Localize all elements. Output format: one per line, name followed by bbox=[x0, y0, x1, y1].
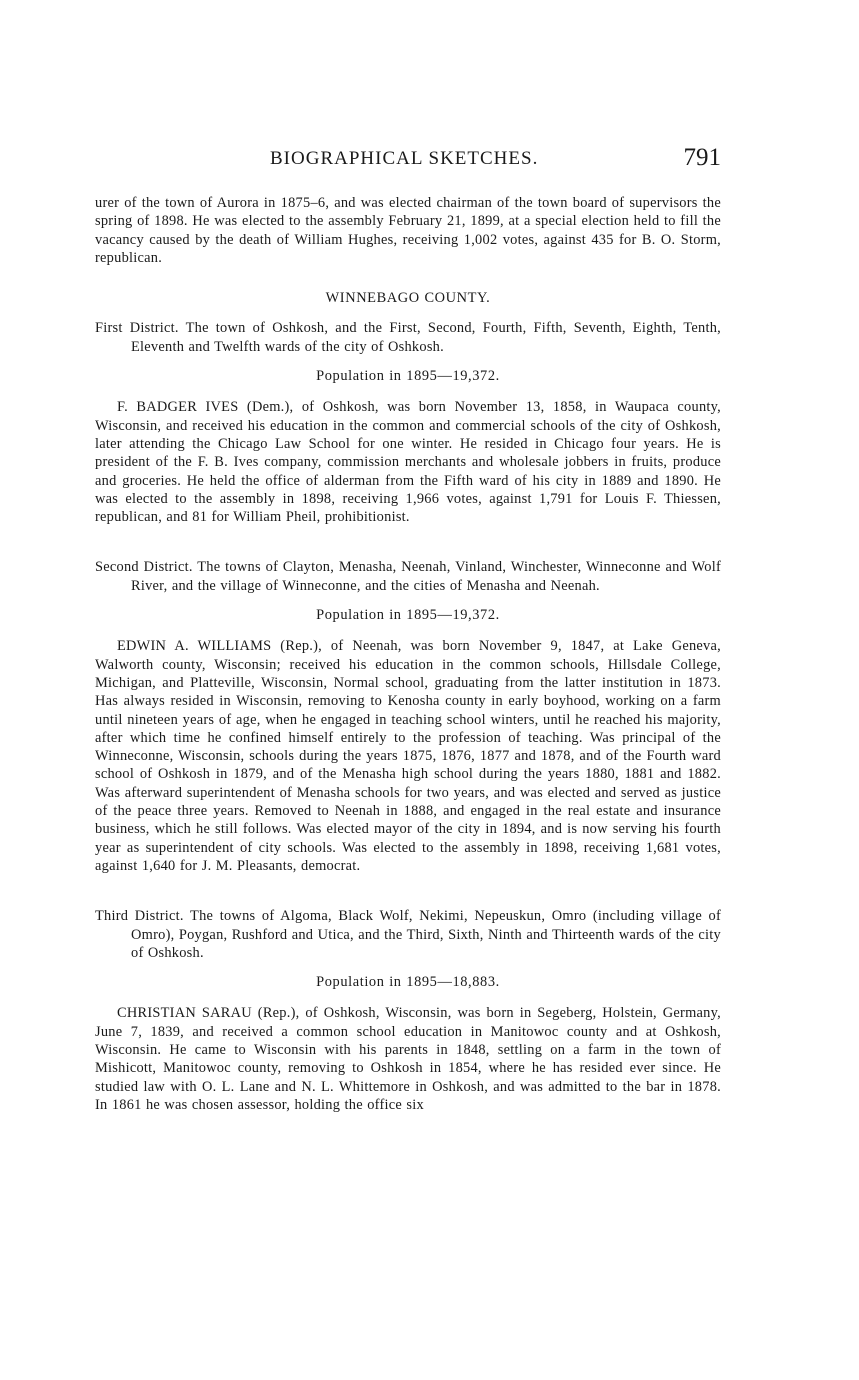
continued-paragraph: urer of the town of Aurora in 1875–6, and was elected chairman of the town board of supervisors the spring of 1898. He was elected to the assembly February 21, 1899, at a special election held to fill the vacancy caused by the death of William Hughes, receiving 1,002 votes, against 435 for B. O. Storm, republican. bbox=[95, 195, 721, 266]
first-district-biography: F. BADGER IVES (Dem.), of Oshkosh, was born November 13, 1858, in Waupaca county, Wisconsin, and received his education in the common and commercial schools of the city of Oshkosh, later attending the Chicago Law School for one winter. He resided in Chicago four years. He is president of the F. B. Ives company, commission merchants and wholesale jobbers in fruits, produce and groceries. He held the office of alderman from the Fifth ward of his city in 1889 and 1890. He was elected to the assembly in 1898, receiving 1,966 votes, against 1,791 for Louis F. Thiessen, republican, and 81 for William Pheil, prohibitionist. bbox=[95, 399, 721, 526]
second-district-population: Population in 1895—19,372. bbox=[316, 607, 500, 624]
first-district-description: First District. The town of Oshkosh, and the First, Second, Fourth, Fifth, Seventh, Eighth, Tenth, Eleventh and Twelfth wards of the city of Oshkosh. bbox=[95, 320, 721, 355]
section-spacer bbox=[95, 526, 721, 558]
third-district-population: Population in 1895—18,883. bbox=[316, 974, 500, 991]
county-heading: WINNEBAGO COUNTY. bbox=[325, 290, 491, 307]
page-number: 791 bbox=[683, 144, 721, 171]
first-district-population: Population in 1895—19,372. bbox=[316, 368, 500, 385]
page-header bbox=[95, 140, 721, 176]
section-spacer bbox=[95, 875, 721, 907]
running-head: BIOGRAPHICAL SKETCHES. bbox=[270, 148, 539, 169]
second-district-description: Second District. The towns of Clayton, Menasha, Neenah, Vinland, Winchester, Winneconne and Wolf River, and the village of Winneconne, and the cities of Menasha and Neenah. bbox=[95, 559, 721, 594]
second-district-biography: EDWIN A. WILLIAMS (Rep.), of Neenah, was born November 9, 1847, at Lake Geneva, Walworth county, Wisconsin; received his education in the common schools, Hillsdale College, Michigan, and Platteville, Wisconsin, Normal school, graduating from the latter institution in 1873. Has always resided in Wisconsin, removing to Kenosha county in early boyhood, working on a farm until nineteen years of age, when he engaged in teaching school winters, until he reached his majority, after which time he confined himself entirely to the profession of teaching. Was principal of the Winneconne, Wisconsin, schools during the years 1875, 1876, 1877 and 1878, and of the Fourth ward school of Oshkosh in 1879, and of the Menasha high school during the years 1880, 1881 and 1882. Was afterward superintendent of Menasha schools for two years, and was elected and served as justice of the peace three years. Removed to Neenah in 1888, and engaged in the real estate and insurance business, which he still follows. Was elected mayor of the city in 1894, and is now serving his fourth year as superintendent of city schools. Was elected to the assembly in 1898, receiving 1,681 votes, against 1,640 for J. M. Pleasants, democrat. bbox=[95, 638, 721, 874]
third-district-biography: CHRISTIAN SARAU (Rep.), of Oshkosh, Wisconsin, was born in Segeberg, Holstein, Germany, June 7, 1839, and received a common school education in Manitowoc county and at Oshkosh, Wisconsin. He came to Wisconsin with his parents in 1848, settling on a farm in the town of Mishicott, Manitowoc county, removing to Oshkosh in 1854, where he has resided ever since. He studied law with O. L. Lane and N. L. Whittemore in Oshkosh, and was admitted to the bar in 1878. In 1861 he was chosen assessor, holding the office six bbox=[95, 1005, 721, 1113]
book-page bbox=[95, 140, 721, 1114]
third-district-description: Third District. The towns of Algoma, Black Wolf, Nekimi, Nepeuskun, Omro (including village of Omro), Poygan, Rushford and Utica, and the Third, Sixth, Ninth and Thirteenth wards of the city of Oshkosh. bbox=[95, 908, 721, 961]
